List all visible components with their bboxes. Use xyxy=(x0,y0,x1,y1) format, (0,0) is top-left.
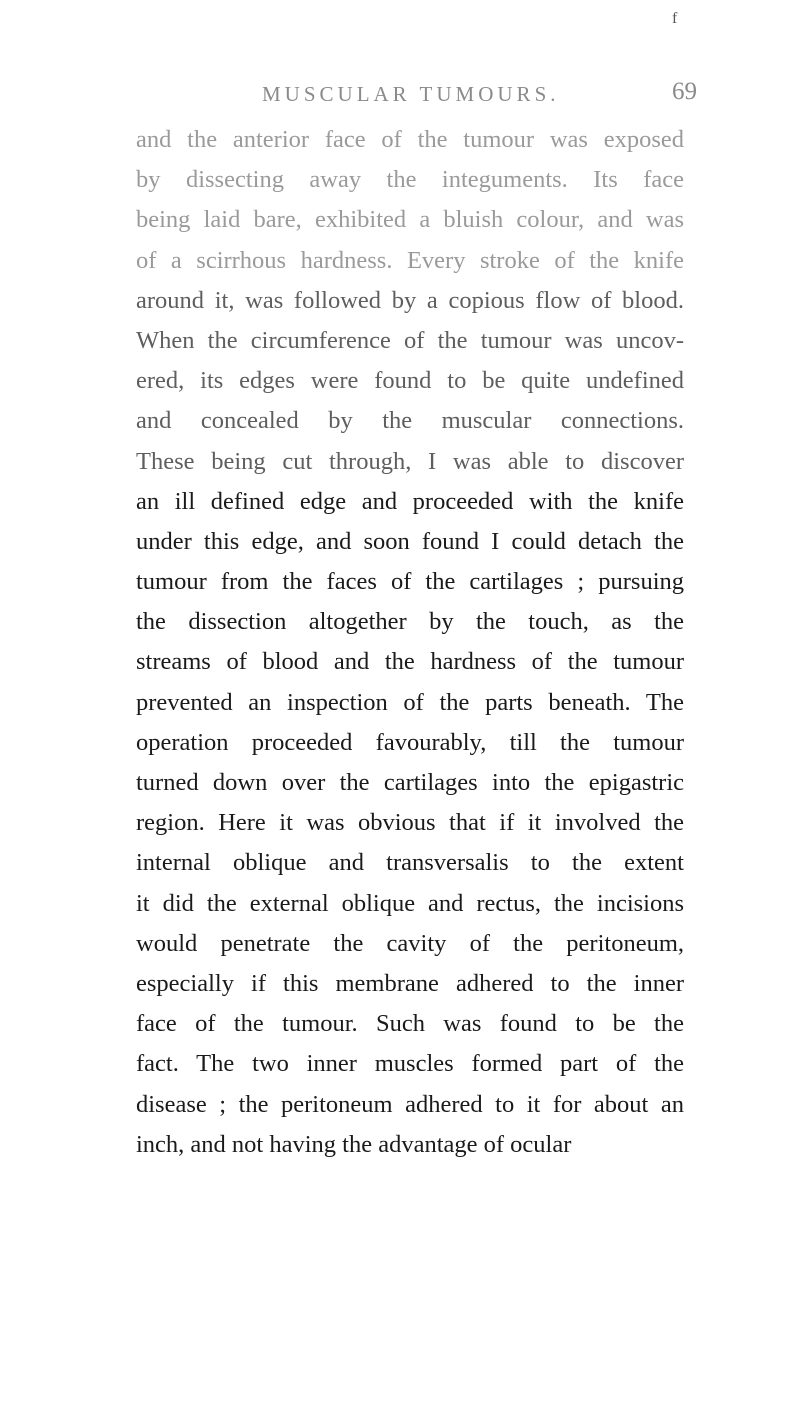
text-line: around it, was followed by a copious flow of blood. xyxy=(136,286,684,314)
text-line: prevented an inspection of the parts beneath. The xyxy=(136,688,684,716)
text-line: under this edge, and soon found I could detach the xyxy=(136,527,684,555)
text-line: an ill defined edge and proceeded with the knife xyxy=(136,487,684,515)
text-line: region. Here it was obvious that if it involved the xyxy=(136,809,684,837)
text-line: face of the tumour. Such was found to be the xyxy=(136,1010,684,1038)
text-line: of a scirrhous hardness. Every stroke of the knife xyxy=(136,246,684,274)
text-line: would penetrate the cavity of the peritoneum, xyxy=(136,929,684,957)
text-line: operation proceeded favourably, till the tumour xyxy=(136,728,684,756)
page-number: 69 xyxy=(672,78,697,105)
text-line: and concealed by the muscular connections. xyxy=(136,407,684,435)
text-line: the dissection altogether by the touch, as the xyxy=(136,608,684,636)
text-line: internal oblique and transversalis to the extent xyxy=(136,849,684,877)
text-line: turned down over the cartilages into the epigastric xyxy=(136,769,684,796)
stray-mark: f xyxy=(672,10,678,27)
text-line: When the circumference of the tumour was uncov- xyxy=(136,326,684,354)
text-line: ered, its edges were found to be quite undefined xyxy=(136,367,684,395)
text-line: fact. The two inner muscles formed part of the xyxy=(136,1050,684,1078)
text-line: especially if this membrane adhered to the inner xyxy=(136,969,684,997)
text-line: disease ; the peritoneum adhered to it for about an xyxy=(136,1090,684,1118)
body-text xyxy=(136,120,684,1165)
text-line: tumour from the faces of the cartilages ; pursuing xyxy=(136,568,684,596)
text-line: by dissecting away the integuments. Its face xyxy=(136,166,684,194)
text-line: being laid bare, exhibited a bluish colour, and was xyxy=(136,206,684,234)
running-head: MUSCULAR TUMOURS. xyxy=(262,82,560,106)
text-line: inch, and not having the advantage of ocular xyxy=(136,1130,572,1158)
text-line: streams of blood and the hardness of the tumour xyxy=(136,648,684,676)
text-line: These being cut through, I was able to discover xyxy=(136,447,684,475)
text-line: it did the external oblique and rectus, the incisions xyxy=(136,889,684,917)
text-line: and the anterior face of the tumour was exposed xyxy=(136,126,684,153)
